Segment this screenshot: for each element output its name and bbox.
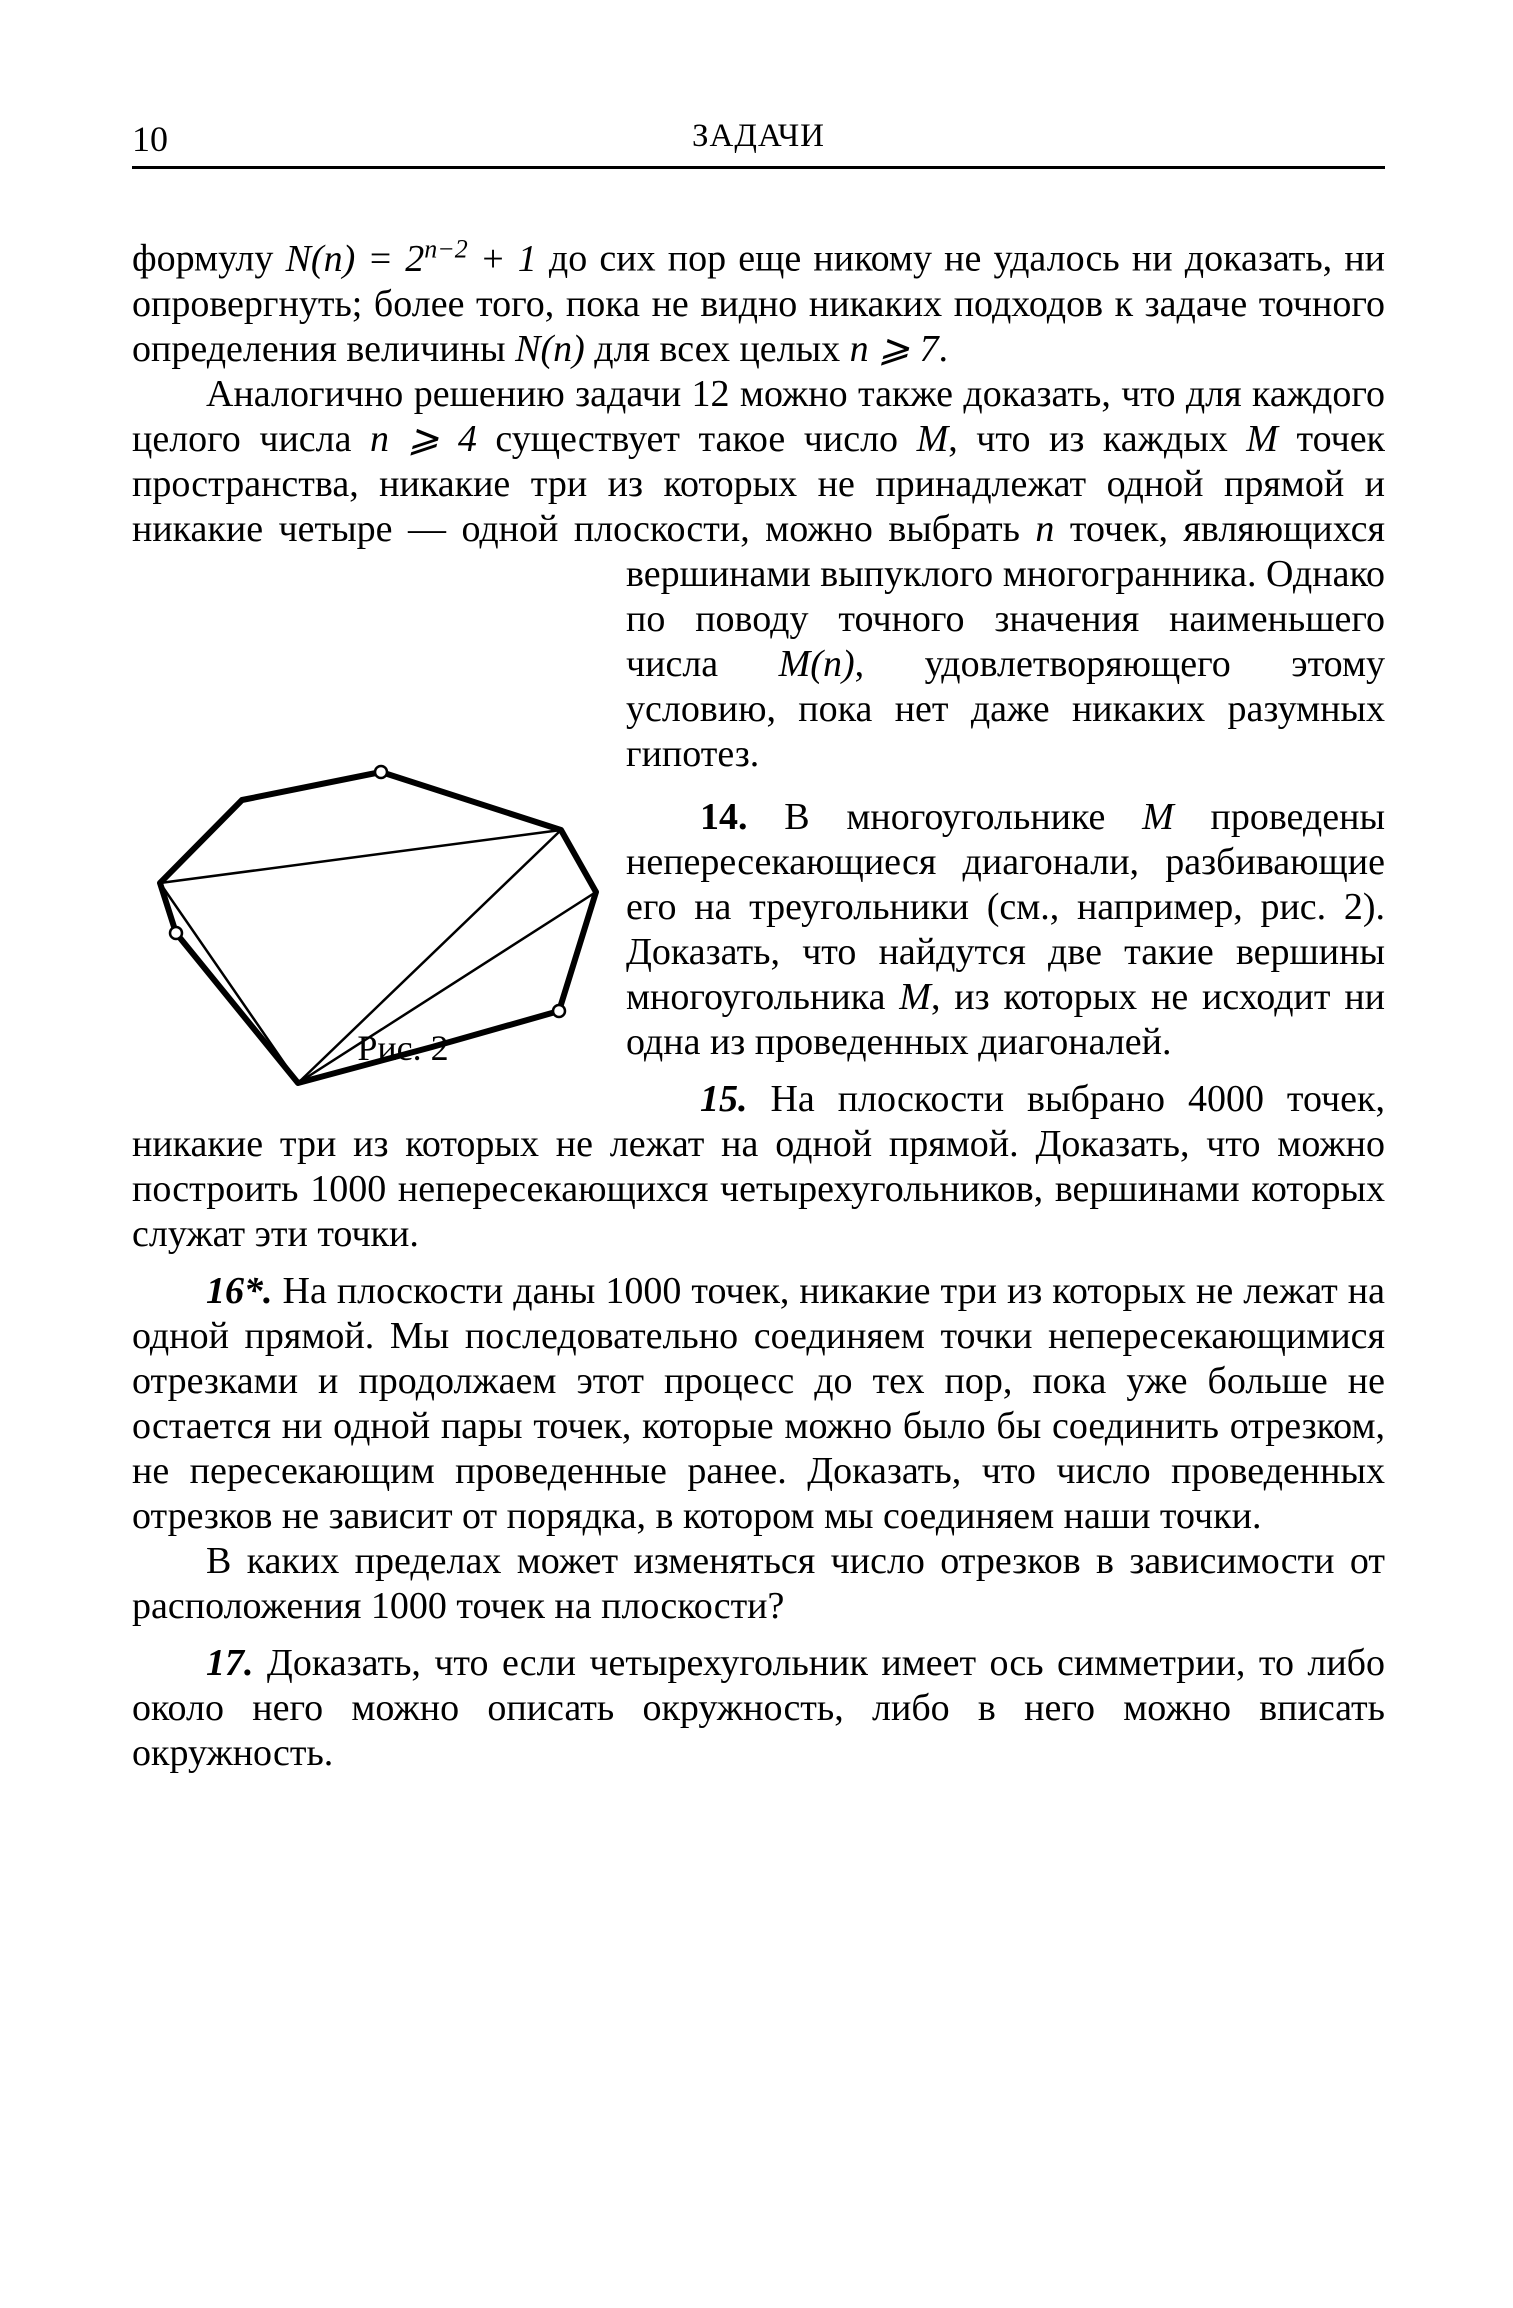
body-text [132, 226, 1385, 1776]
text-run: Доказать, что если четырехугольник имеет ось симметрии, то либо около него можно описать окружность, либо в него можно вписать окружность. [132, 1641, 1385, 1774]
problem-16-extra [132, 1539, 1385, 1629]
text-run: до сих пор еще никому не удалось ни доказать, ни опровергнуть; более того, пока не видно никаких подходов к задаче точного определения величины [132, 237, 1386, 370]
exponent: n−2 [424, 234, 468, 263]
figure-2 [132, 558, 600, 1086]
text-run: точек, являющихся вершинами выпуклого многогранника. Однако по поводу точного значения наименьшего числа [626, 507, 1385, 685]
formula-cond: n ⩾ 7 [849, 327, 939, 370]
free-vertex-dot [553, 1005, 565, 1017]
problem-number: 14. [700, 795, 748, 838]
free-vertex-dot [375, 766, 387, 778]
formula-m: M [1246, 417, 1278, 460]
problem-15 [132, 1077, 1385, 1257]
problem-16 [132, 1269, 1385, 1539]
text-run: существует такое число [476, 417, 917, 460]
figure-caption: Рис. 2 [357, 1027, 449, 1068]
text-run: формулу [132, 237, 286, 280]
polygon-diagram [132, 558, 600, 1086]
formula-nn: N(n) [515, 327, 585, 370]
text-run: В многоугольнике [747, 795, 1143, 838]
formula-m: M [899, 975, 931, 1018]
text-run: На плоскости выбрано 4000 точек, никакие три из которых не лежат на одной прямой. Доказать, что можно построить 1000 непересекающихся четырехугольников, вершинами которых служат эти точки. [132, 1077, 1385, 1255]
problem-number: 17. [206, 1641, 254, 1684]
problem-17 [132, 1641, 1385, 1776]
running-head: ЗАДАЧИ [692, 118, 825, 154]
formula-mn: M(n) [778, 642, 855, 685]
formula: $N(n) = 2^{n-2} + 1$ [285, 234, 537, 280]
formula-cond: n ⩾ 4 [370, 417, 477, 460]
text-run: . [938, 327, 948, 370]
text-run: , удовлетворяющего этому условию, пока нет даже никаких разумных гипотез. [626, 642, 1385, 775]
free-vertex-dot [170, 927, 182, 939]
formula-n: n [1035, 507, 1055, 550]
problem-number: 15. [700, 1077, 748, 1120]
text-run: , что из каждых [948, 417, 1247, 460]
text-run: В каких пределах может изменяться число отрезков в зависимости от расположения 1000 точек на плоскости? [132, 1539, 1385, 1627]
diagonal [160, 830, 561, 883]
header-rule [132, 166, 1385, 169]
text-run: На плоскости даны 1000 точек, никакие три из которых не лежат на одной прямой. Мы последовательно соединяем точки непересекающимися отрезками и продолжаем этот процесс до тех пор, пока уже больше не остается ни одной пары точек, которые можно было бы соединить отрезком, не пересекающим проведенные ранее. Доказать, что число проведенных отрезков не зависит от порядка, в котором мы соединяем наши точки. [132, 1269, 1385, 1537]
formula-m: M [1142, 795, 1174, 838]
text-run: Аналогично решению задачи 12 можно также доказать, что для каждого целого числа [132, 372, 1385, 460]
problem-number: 16*. [206, 1269, 273, 1312]
paragraph-formula [132, 226, 1385, 372]
text-run: проведены непересекающиеся диагонали, разбивающие его на треугольники (см., например, рис. 2). Доказать, что найдутся две такие вершины многоугольника [626, 795, 1385, 1018]
text-run: , из которых не исходит ни одна из проведенных диагоналей. [626, 975, 1385, 1063]
text-run: точек пространства, никакие три из которых не принадлежат одной прямой и никакие четыре — одной плоскости, можно выбрать [132, 417, 1386, 550]
formula-m: M [916, 417, 949, 460]
page-header [132, 118, 1385, 166]
page-number: 10 [132, 119, 168, 159]
text-run: для всех целых [584, 327, 850, 370]
